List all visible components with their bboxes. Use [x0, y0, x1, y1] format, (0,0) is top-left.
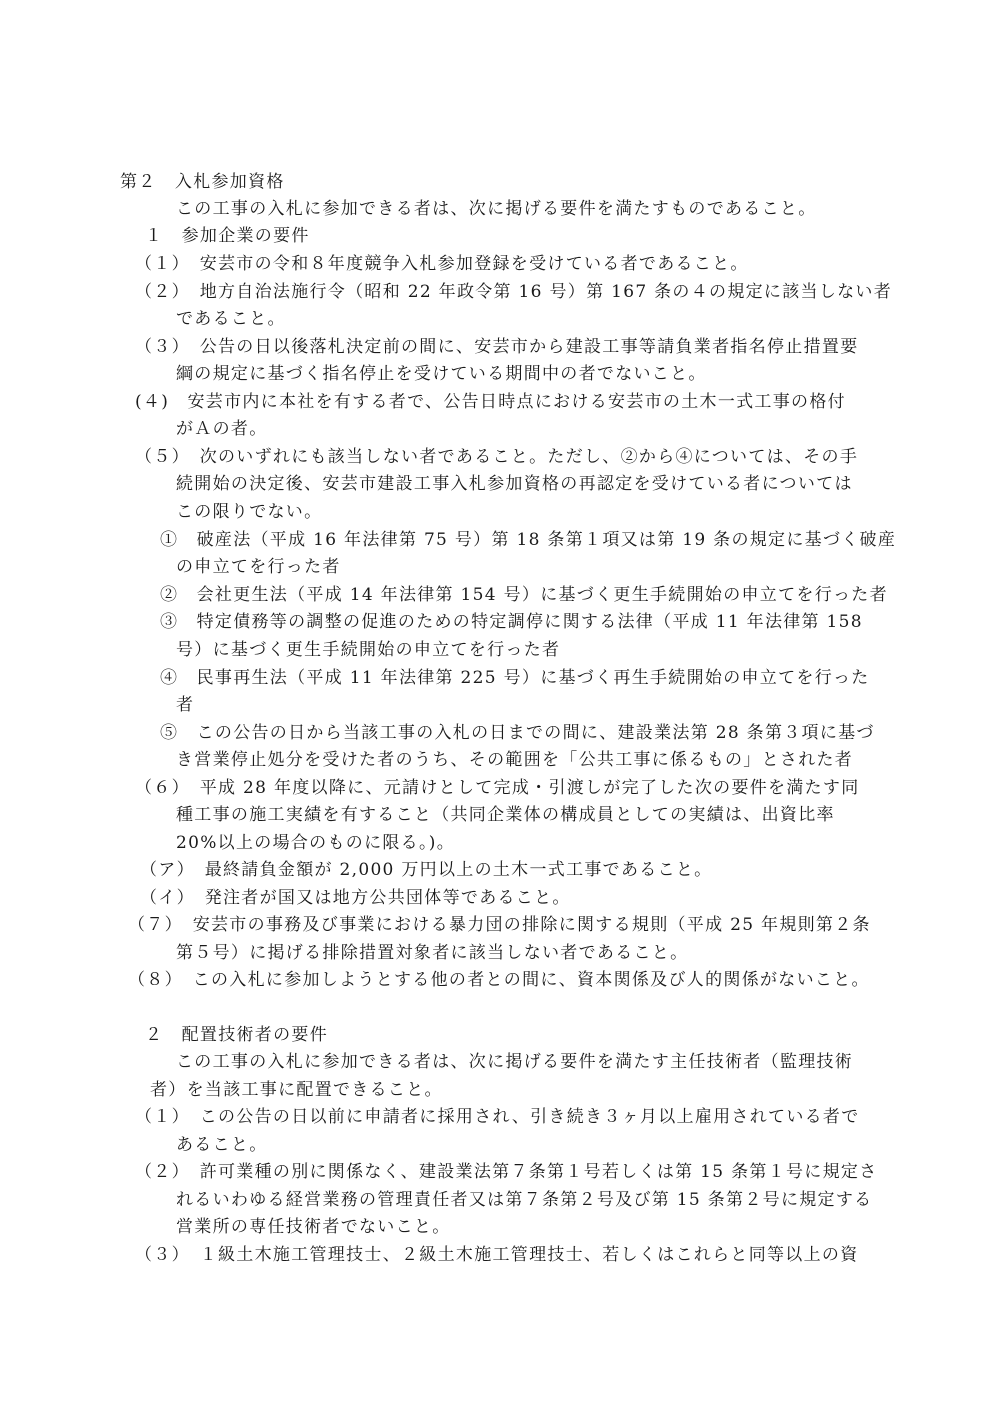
part2-item-2-line1: （２） 許可業種の別に関係なく、建設業法第７条第１号若しくは第 15 条第１号に規定さ — [135, 1162, 878, 1182]
sub-item-5-line2: き営業停止処分を受けた者のうち、その範囲を「公共工事に係るもの」とされた者 — [176, 750, 854, 770]
part1-item-7-line2: 第５号）に掲げる排除措置対象者に該当しない者であること。 — [176, 943, 689, 963]
part2-item-1-line2: あること。 — [176, 1135, 268, 1155]
part2-intro-line1: この工事の入札に参加できる者は、次に掲げる要件を満たす主任技術者（監理技術 — [176, 1052, 854, 1072]
section-intro: この工事の入札に参加できる者は、次に掲げる要件を満たすものであること。 — [176, 199, 817, 219]
part1-item-4-line2: がＡの者。 — [176, 419, 268, 439]
part1-item-5-line1: （５） 次のいずれにも該当しない者であること。ただし、②から④については、その手 — [135, 447, 859, 467]
part2-heading: ２ 配置技術者の要件 — [145, 1025, 328, 1045]
sub-item-3-line2: 号）に基づく更生手続開始の申立てを行った者 — [176, 640, 561, 660]
sub-item-4-line2: 者 — [176, 695, 195, 715]
part1-item-a: （ア） 最終請負金額が 2,000 万円以上の土木一式工事であること。 — [140, 860, 713, 880]
part1-item-4-line1: (４) 安芸市内に本社を有する者で、公告日時点における安芸市の土木一式工事の格付 — [135, 392, 846, 412]
sub-item-1-line1: ① 破産法（平成 16 年法律第 75 号）第 18 条第１項又は第 19 条の規定に基づく破産 — [160, 530, 897, 550]
part2-item-3: （３） １級土木施工管理技士、２級土木施工管理技士、若しくはこれらと同等以上の資 — [135, 1245, 859, 1265]
part1-item-3-line2: 綱の規定に基づく指名停止を受けている期間中の者でないこと。 — [176, 364, 707, 384]
sub-item-4-line1: ④ 民事再生法（平成 11 年法律第 225 号）に基づく再生手続開始の申立てを行った — [160, 668, 870, 688]
section-heading: 第２ 入札参加資格 — [120, 172, 285, 192]
sub-item-3-line1: ③ 特定債務等の調整の促進のための特定調停に関する法律（平成 11 年法律第 158 — [160, 612, 863, 632]
part1-item-2-line1: （２） 地方自治法施行令（昭和 22 年政令第 16 号）第 167 条の４の規定に該当しない者 — [135, 282, 893, 302]
part1-item-b: （イ） 発注者が国又は地方公共団体等であること。 — [140, 888, 571, 908]
part1-item-6-line3: 20%以上の場合のものに限る。)。 — [176, 833, 456, 853]
sub-item-2: ② 会社更生法（平成 14 年法律第 154 号）に基づく更生手続開始の申立てを行った者 — [160, 585, 888, 605]
part2-intro-line2: 者）を当該工事に配置できること。 — [150, 1080, 443, 1100]
part2-item-2-line2: れるいわゆる経営業務の管理責任者又は第７条第２号及び第 15 条第２号に規定する — [176, 1190, 873, 1210]
part1-item-6-line2: 種工事の施工実績を有すること（共同企業体の構成員としての実績は、出資比率 — [176, 805, 835, 825]
sub-item-5-line1: ⑤ この公告の日から当該工事の入札の日までの間に、建設業法第 28 条第３項に基づ — [160, 723, 875, 743]
part1-item-8: （８） この入札に参加しようとする他の者との間に、資本関係及び人的関係がないこと。 — [128, 970, 870, 990]
part1-item-2-line2: であること。 — [176, 309, 286, 329]
part2-item-1-line1: （１） この公告の日以前に申請者に採用され、引き続き３ヶ月以上雇用されている者で — [135, 1107, 860, 1127]
part1-item-5-line2: 続開始の決定後、安芸市建設工事入札参加資格の再認定を受けている者については — [176, 474, 853, 494]
part1-item-1: （１） 安芸市の令和８年度競争入札参加登録を受けている者であること。 — [135, 254, 749, 274]
part2-item-2-line3: 営業所の専任技術者でないこと。 — [176, 1217, 451, 1237]
part1-item-6-line1: （６） 平成 28 年度以降に、元請けとして完成・引渡しが完了した次の要件を満たす同 — [135, 778, 860, 798]
sub-item-1-line2: の申立てを行った者 — [176, 557, 341, 577]
part1-item-7-line1: （７） 安芸市の事務及び事業における暴力団の排除に関する規則（平成 25 年規則第２条 — [128, 915, 871, 935]
part1-item-5-line3: この限りでない。 — [176, 502, 323, 522]
part1-heading: １ 参加企業の要件 — [145, 226, 310, 246]
part1-item-3-line1: （３） 公告の日以後落札決定前の間に、安芸市から建設工事等請負業者指名停止措置要 — [135, 337, 859, 357]
